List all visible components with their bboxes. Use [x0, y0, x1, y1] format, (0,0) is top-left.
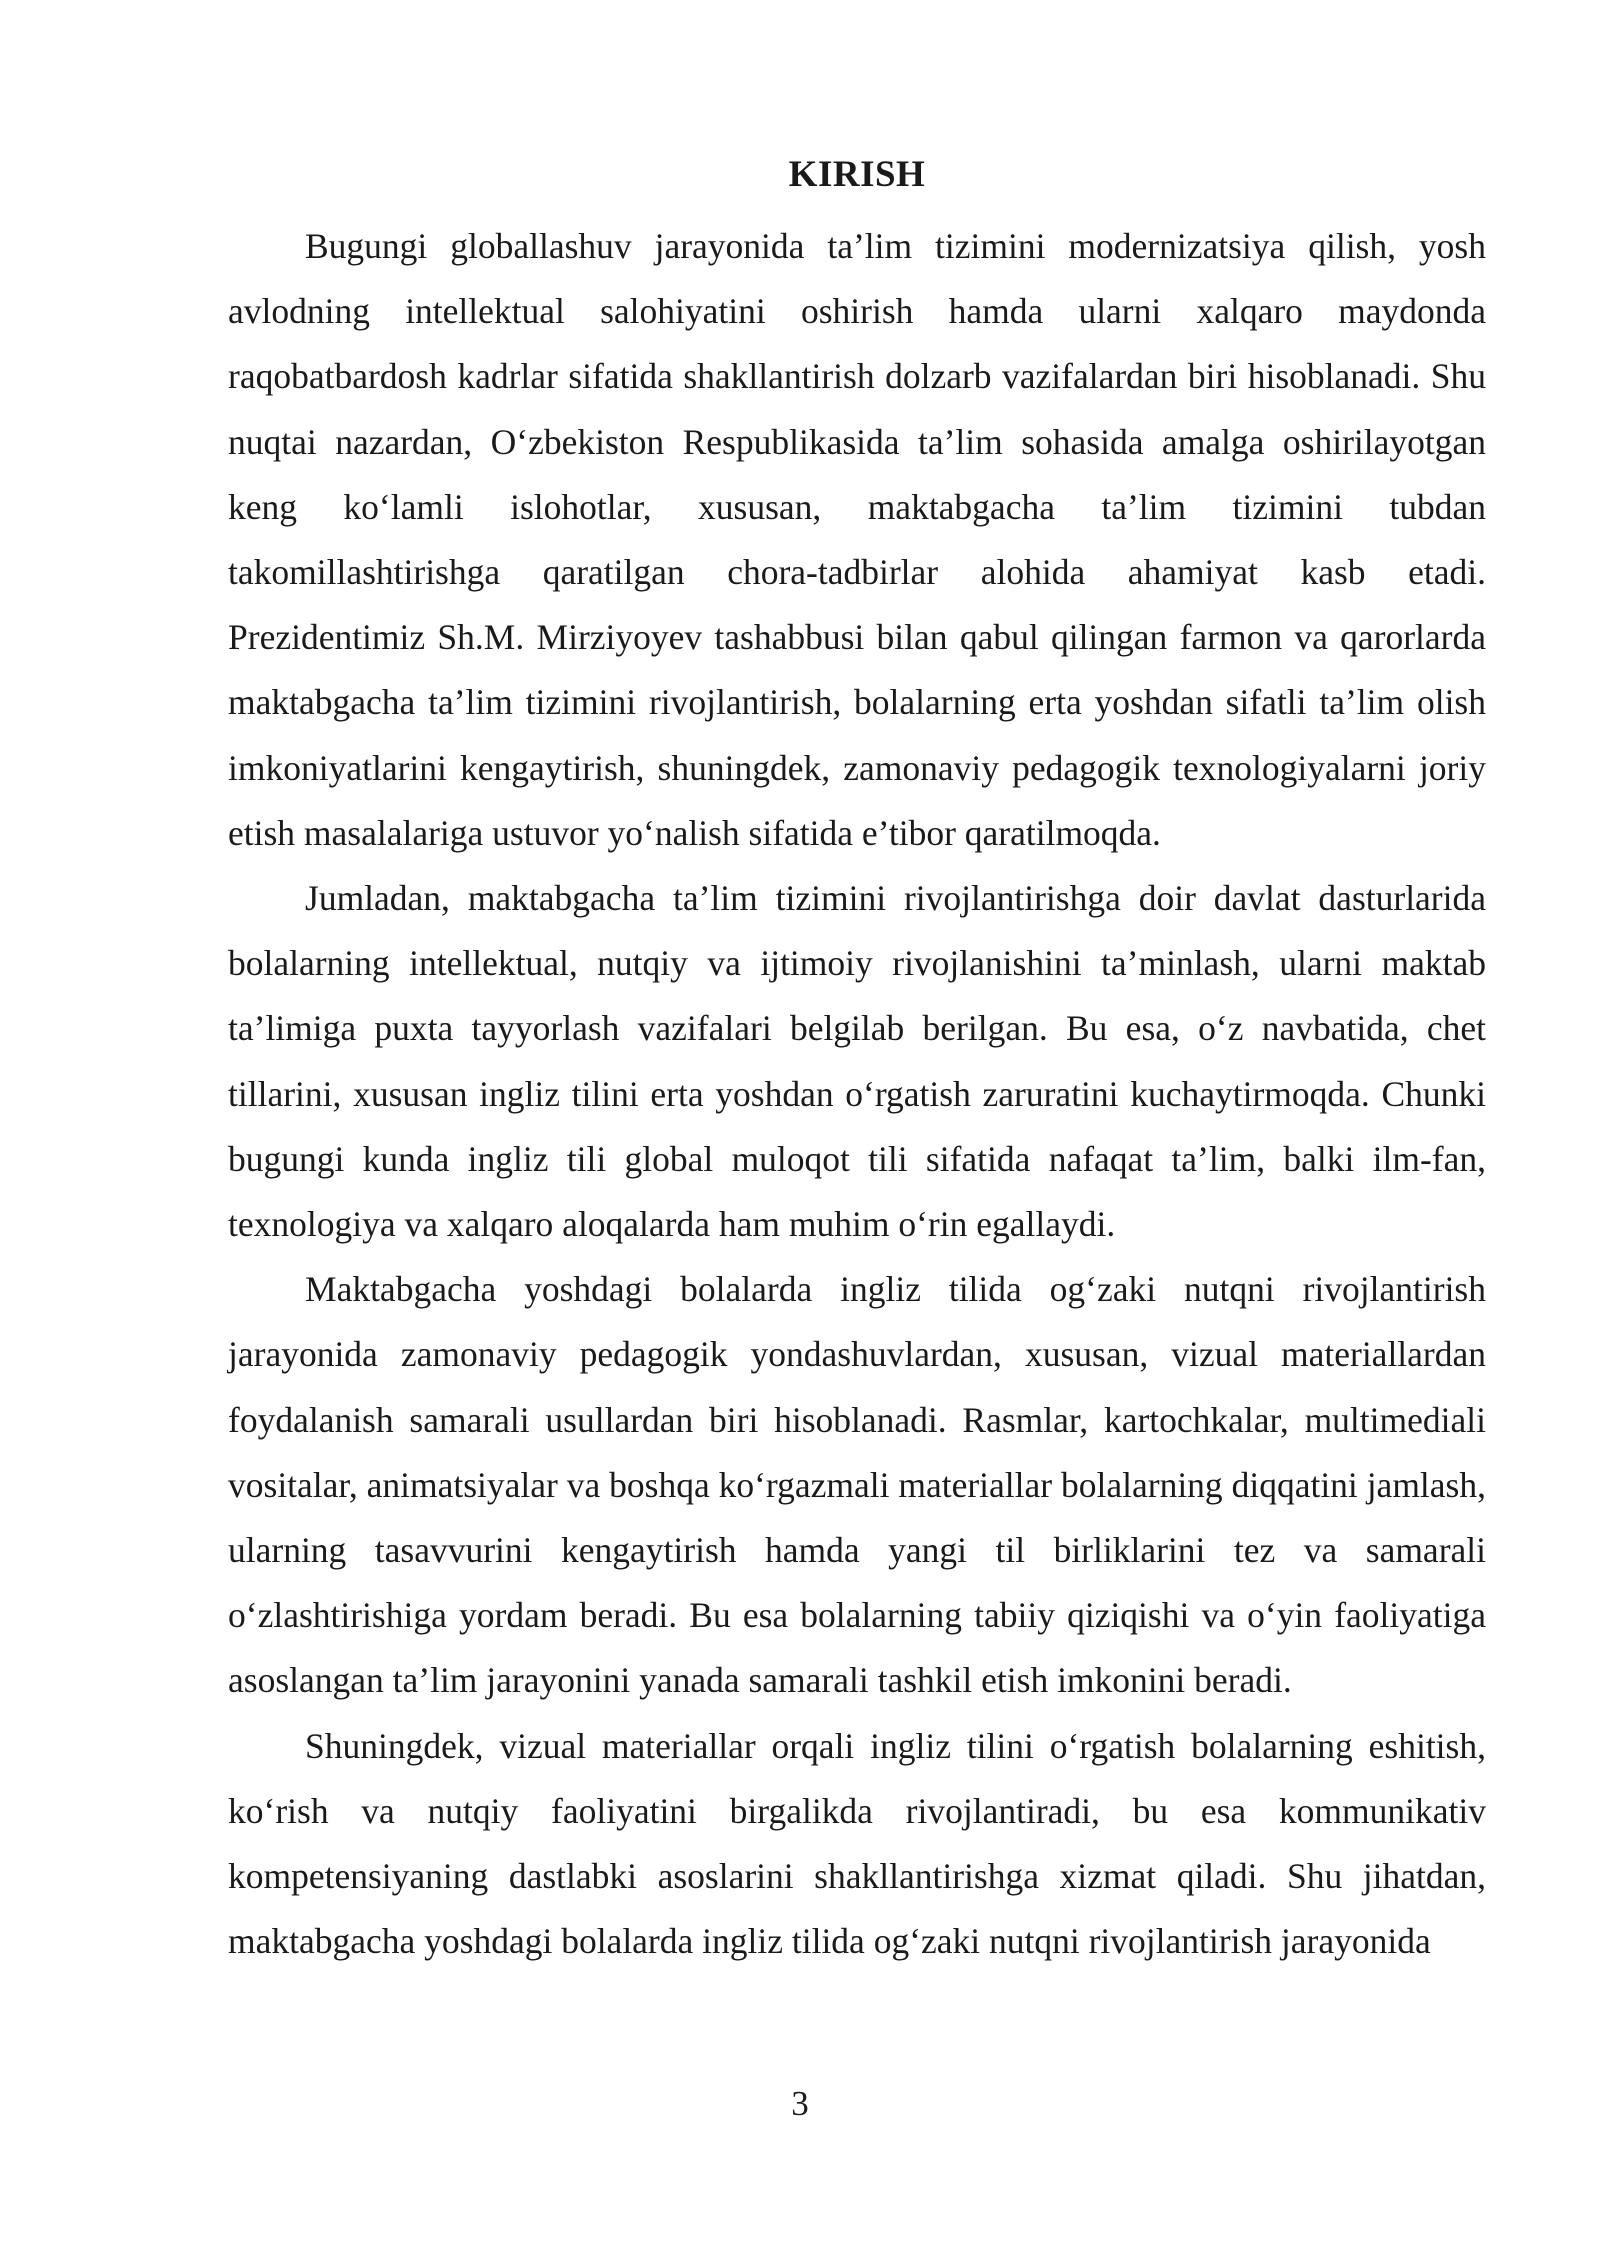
section-heading: KIRISH: [788, 154, 926, 195]
page-number: 3: [791, 2084, 809, 2123]
paragraph-3: Maktabgacha yoshdagi bolalarda ingliz tilida og‘zaki nutqni rivojlantirish jarayonida zamonaviy pedagogik yondashuvlardan, xususan, vizual materiallardan foydalanish samarali usullardan biri hisoblanadi. Rasmlar, kartochkalar, multimediali vositalar, animatsiyalar va boshqa ko‘rgazmali materiallar bolalarning diqqatini jamlash, ularning tasavvurini kengaytirish hamda yangi til birliklarini tez va samarali o‘zlashtirishiga yordam beradi. Bu esa bolalarning tabiiy qiziqishi va o‘yin faoliyatiga asoslangan ta’lim jarayonini yanada samarali tashkil etish imkonini beradi.: [228, 1269, 1486, 1701]
paragraph-1: Bugungi globallashuv jarayonida ta’lim tizimini modernizatsiya qilish, yosh avlodning intellektual salohiyatini oshirish hamda ularni xalqaro maydonda raqobatbardosh kadrlar sifatida shakllantirish dolzarb vazifalardan biri hisoblanadi. Shu nuqtai nazardan, O‘zbekiston Respublikasida ta’lim sohasida amalga oshirilayotgan keng ko‘lamli islohotlar, xususan, maktabgacha ta’lim tizimini tubdan takomillashtirishga qaratilgan chora-tadbirlar alohida ahamiyat kasb etadi. Prezidentimiz Sh.M. Mirziyoyev tashabbusi bilan qabul qilingan farmon va qarorlarda maktabgacha ta’lim tizimini rivojlantirish, bolalarning erta yoshdan sifatli ta’lim olish imkoniyatlarini kengaytirish, shuningdek, zamonaviy pedagogik texnologiyalarni joriy etish masalalariga ustuvor yo‘nalish sifatida e’tibor qaratilmoqda.: [228, 226, 1486, 853]
paragraph-4: Shuningdek, vizual materiallar orqali ingliz tilini o‘rgatish bolalarning eshitish, ko‘rish va nutqiy faoliyatini birgalikda rivojlantiradi, bu esa kommunikativ kompetensiyaning dastlabki asoslarini shakllantirishga xizmat qiladi. Shu jihatdan, maktabgacha yoshdagi bolalarda ingliz tilida og‘zaki nutqni rivojlantirish jarayonida: [228, 1725, 1486, 1962]
document-page: [228, 150, 1486, 1974]
paragraph-2: Jumladan, maktabgacha ta’lim tizimini rivojlantirishga doir davlat dasturlarida bolalarning intellektual, nutqiy va ijtimoiy rivojlanishini ta’minlash, ularni maktab ta’limiga puxta tayyorlash vazifalari belgilab berilgan. Bu esa, o‘z navbatida, chet tillarini, xususan ingliz tilini erta yoshdan o‘rgatish zaruratini kuchaytirmoqda. Chunki bugungi kunda ingliz tili global muloqot tili sifatida nafaqat ta’lim, balki ilm-fan, texnologiya va xalqaro aloqalarda ham muhim o‘rin egallaydi.: [228, 878, 1486, 1245]
